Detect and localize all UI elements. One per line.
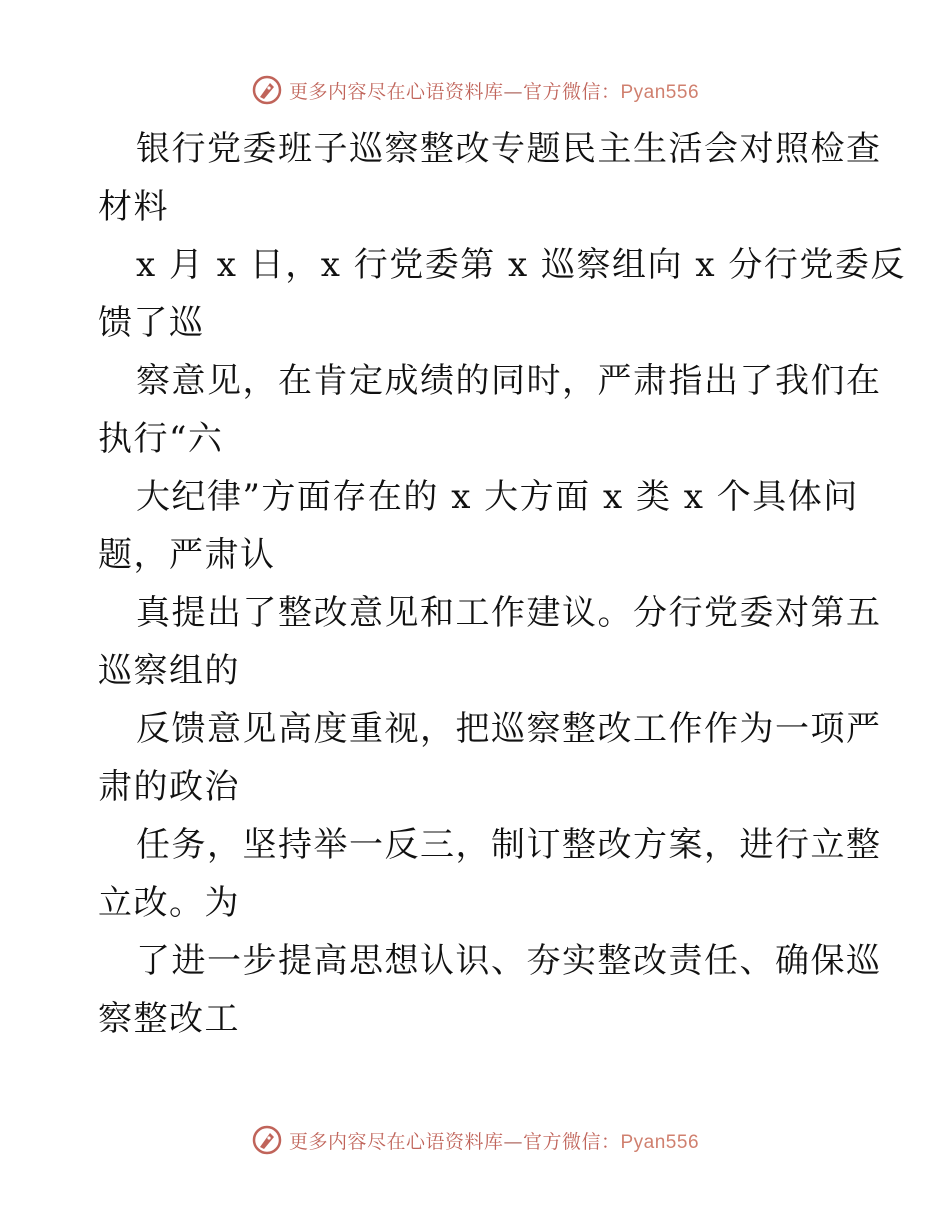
document-line: 巡察组的 bbox=[98, 651, 240, 691]
pen-nib-circle-icon bbox=[251, 1124, 283, 1156]
document-line: 反馈意见高度重视，把巡察整改工作作为一项严 bbox=[136, 709, 882, 749]
header-banner bbox=[0, 70, 950, 110]
document-line: 任务，坚持举一反三，制订整改方案，进行立整 bbox=[136, 825, 882, 865]
banner-text: 更多内容尽在心语资料库—官方微信：Pyan556 bbox=[288, 80, 700, 103]
pen-nib-circle-icon bbox=[251, 74, 283, 106]
document-line: 了进一步提高思想认识、夯实整改责任、确保巡 bbox=[136, 941, 882, 981]
document-line: x 月 x 日，x 行党委第 x 巡察组向 x 分行党委反 bbox=[136, 245, 906, 285]
document-line: 察意见，在肯定成绩的同时，严肃指出了我们在 bbox=[136, 361, 882, 401]
document-line: 真提出了整改意见和工作建议。分行党委对第五 bbox=[136, 593, 882, 633]
document-line: 肃的政治 bbox=[98, 767, 240, 807]
document-line: 大纪律”方面存在的 x 大方面 x 类 x 个具体问 bbox=[136, 477, 859, 517]
document-line: 馈了巡 bbox=[98, 303, 205, 343]
document-line: 察整改工 bbox=[98, 999, 240, 1039]
banner-text: 更多内容尽在心语资料库—官方微信：Pyan556 bbox=[288, 1130, 700, 1153]
document-line: 题，严肃认 bbox=[98, 535, 276, 575]
document-line: 执行“六 bbox=[98, 419, 224, 459]
document-line: 立改。为 bbox=[98, 883, 240, 923]
document-line: 银行党委班子巡察整改专题民主生活会对照检查 bbox=[136, 129, 882, 169]
document-line: 材料 bbox=[98, 187, 169, 227]
footer-banner bbox=[0, 1120, 950, 1160]
document-body bbox=[98, 120, 906, 1048]
